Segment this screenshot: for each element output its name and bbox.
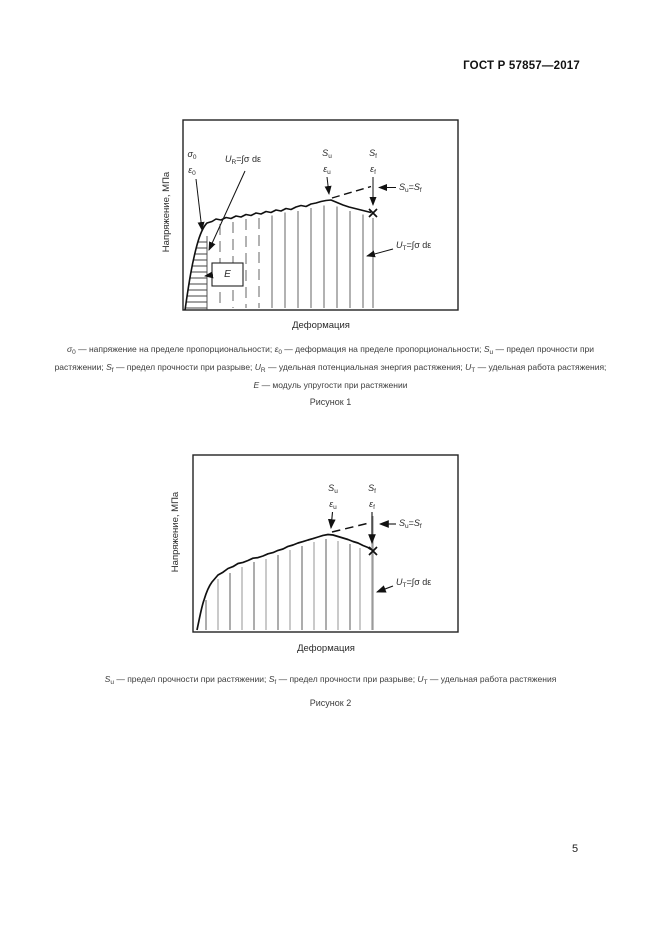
ut-arrow <box>377 586 393 592</box>
e-modulus-label: E <box>224 269 231 280</box>
su-text: $S_u$ <box>328 483 338 495</box>
true-stress-dashed-line <box>332 523 371 533</box>
sigma0-text: $\sigma_0$ <box>187 149 197 161</box>
susf-label: $S_u=S_f$ <box>399 518 422 530</box>
su-eu-label <box>318 482 348 514</box>
document-header-title: ГОСТ Р 57857—2017 <box>463 60 580 72</box>
stress-strain-curve <box>197 535 371 631</box>
figure1-caption: $\sigma_0$ — напряжение на пределе пропорциональности; $\varepsilon_0$ — деформация на пределе пропорциональности; $S_u$ — предел прочности при растяжении; $S_f$ — предел прочности при разрыве; $U_R$ — удельная потенциальная энергия растяжения; $U_T$ — удельная работа растяжения; E — модуль упругости при растяжении <box>54 344 607 390</box>
x-axis-label: Деформация <box>297 643 355 654</box>
figure1-name: Рисунок 1 <box>309 397 352 407</box>
ur-arrow <box>209 171 245 250</box>
stress-strain-curve <box>185 200 371 310</box>
y-axis-label: Напряжение, МПа <box>170 491 181 573</box>
su-eu-label <box>312 147 342 179</box>
figure2-name: Рисунок 2 <box>309 698 352 708</box>
true-stress-dashed-line <box>332 187 371 199</box>
sf-ef-label <box>357 482 387 514</box>
sf-ef-label <box>358 147 388 179</box>
figure2 <box>160 450 475 660</box>
figure2-caption: $S_u$ — предел прочности при растяжении; $S_f$ — предел прочности при разрыве; $U_T$ — удельная работа растяжения <box>104 674 557 686</box>
sigma0-eps0-label <box>181 148 203 180</box>
sigma0-arrow <box>196 179 202 230</box>
figure1 <box>155 115 470 337</box>
su-text: $S_u$ <box>322 148 332 160</box>
ut-formula-label: $U_T=\int\sigma$ dε <box>396 577 432 589</box>
eps0-text: $\varepsilon_0$ <box>188 165 196 177</box>
ef-text: $\varepsilon_f$ <box>369 499 375 511</box>
ef-text: $\varepsilon_f$ <box>370 164 376 176</box>
x-axis-label: Деформация <box>292 320 350 331</box>
sf-text: $S_f$ <box>368 483 376 495</box>
eu-text: $\varepsilon_u$ <box>323 164 331 176</box>
e-arrow <box>205 275 212 276</box>
su-arrow <box>331 512 333 528</box>
sf-text: $S_f$ <box>369 148 377 160</box>
susf-label: $S_u=S_f$ <box>399 182 422 194</box>
page-number: 5 <box>572 843 579 855</box>
toughness-area-hatching <box>206 539 360 630</box>
su-arrow <box>327 177 329 194</box>
ut-formula-label: $U_T=\int\sigma$ dε <box>396 240 432 252</box>
toughness-area-hatching <box>220 206 373 309</box>
y-axis-label: Напряжение, МПа <box>161 171 172 253</box>
eu-text: $\varepsilon_u$ <box>329 499 337 511</box>
ur-formula-label: $U_R=\int\sigma$ dε <box>225 154 261 166</box>
ut-arrow <box>367 249 393 256</box>
leader-arrows <box>196 171 396 276</box>
